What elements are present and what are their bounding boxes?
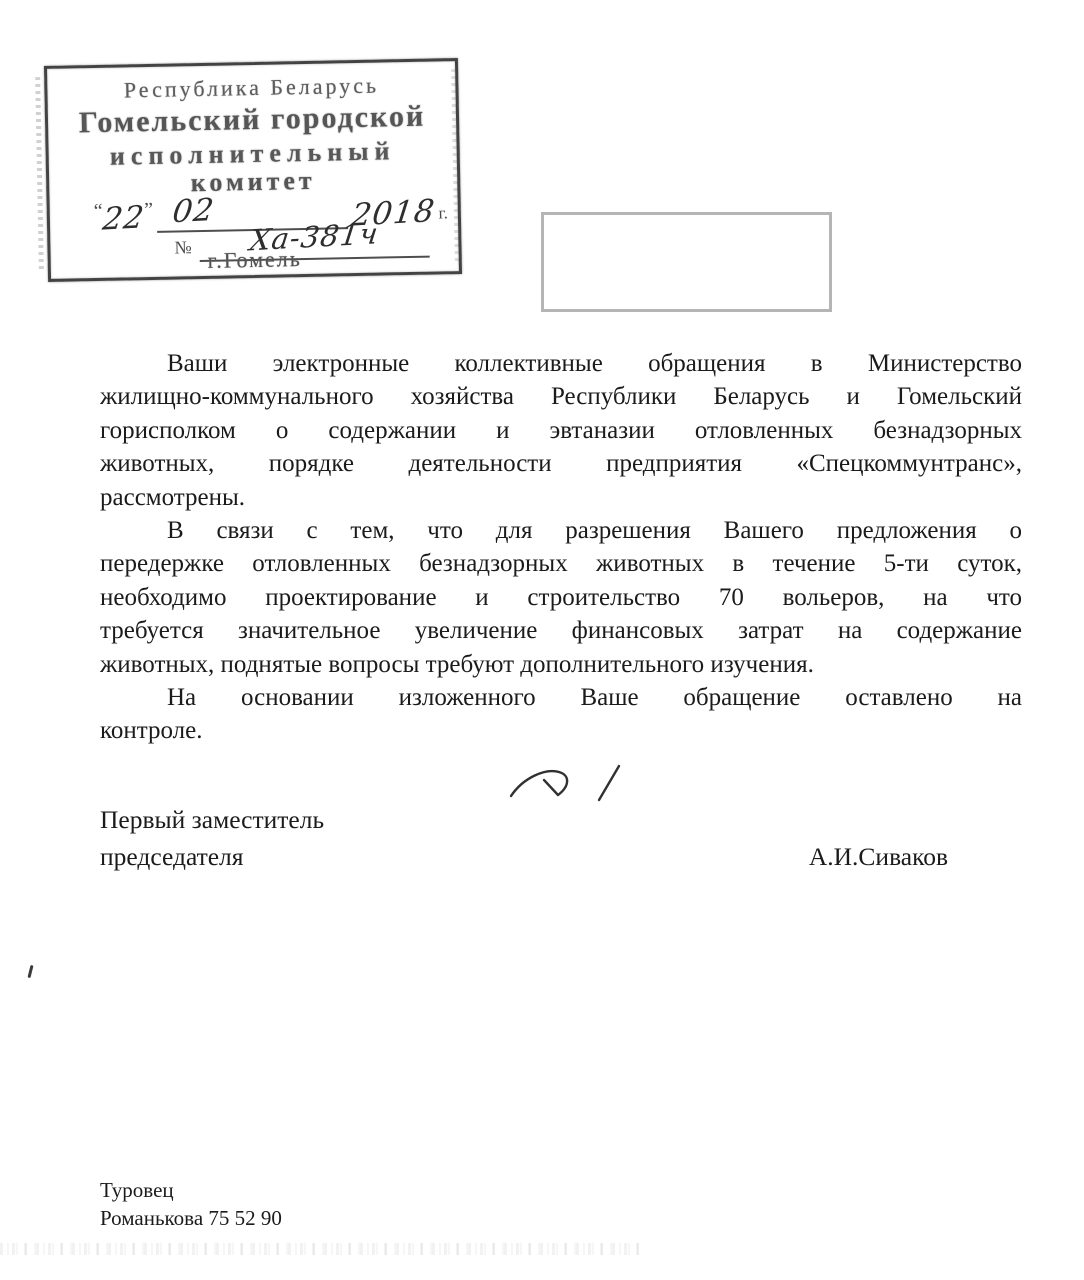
body-line: жилищно-коммунального хозяйства Республики Беларусь и Гомельский	[100, 383, 1022, 411]
stamp-org-line1: Гомельский городской	[78, 99, 426, 140]
body-line: На основании изложенного Ваше обращение оставлено на	[167, 683, 1022, 711]
stamp-date-month-handwritten: 02	[170, 191, 217, 231]
stamp-date-open-quote: “	[93, 199, 103, 223]
body-line: животных, порядке деятельности предприятия «Спецкоммунтранс»,	[100, 450, 1022, 478]
scan-noise-band	[0, 1243, 640, 1255]
scan-artifact	[27, 965, 33, 978]
body-line: передержке отловленных безнадзорных животных в течение 5-ти суток,	[100, 550, 1022, 578]
body-line: контроле.	[100, 717, 203, 745]
stamp-date-day-handwritten: 22	[100, 199, 147, 238]
body-line: рассмотрены.	[100, 483, 246, 511]
letter-body	[100, 347, 1022, 748]
body-line: Ваши электронные коллективные обращения в Министерство	[167, 350, 1022, 377]
body-line: горисполком о содержании и эвтаназии отловленных безнадзорных	[100, 416, 1022, 444]
org-stamp	[44, 58, 462, 282]
signatory-title-line2: председателя	[100, 842, 244, 871]
stamp-org-line2: исполнительный	[109, 136, 396, 171]
stamp-edge-artifact	[35, 77, 44, 271]
stamp-city: г.Гомель	[207, 246, 302, 273]
stamp-country: Республика Беларусь	[123, 72, 380, 103]
stamp-date-suffix: г.	[438, 203, 449, 223]
signatory-name: А.И.Сиваков	[808, 842, 948, 871]
signatory-title-line1: Первый заместитель	[100, 805, 325, 834]
executor-block	[100, 1176, 282, 1232]
body-line: требуется значительное увеличение финансовых затрат на содержание	[100, 617, 1022, 645]
stamp-number-label: №	[174, 237, 192, 258]
executor-phone: Романькова 75 52 90	[100, 1206, 282, 1230]
stamp-number-handwritten: Ха-381ч	[248, 216, 381, 258]
stamp-date-close-quote: ”	[143, 198, 154, 222]
signature-block	[100, 801, 948, 875]
executor-name: Туровец	[100, 1178, 174, 1202]
body-line: животных, поднятые вопросы требуют дополнительного изучения.	[100, 650, 814, 678]
stamp-org-line3: комитет	[190, 165, 316, 198]
redaction-box	[541, 212, 832, 312]
stamp-date-year-handwritten: 2018	[349, 193, 437, 234]
body-line: В связи с тем, что для разрешения Вашего предложения о	[167, 516, 1022, 544]
body-line: необходимо проектирование и строительство 70 вольеров, на что	[100, 583, 1022, 611]
